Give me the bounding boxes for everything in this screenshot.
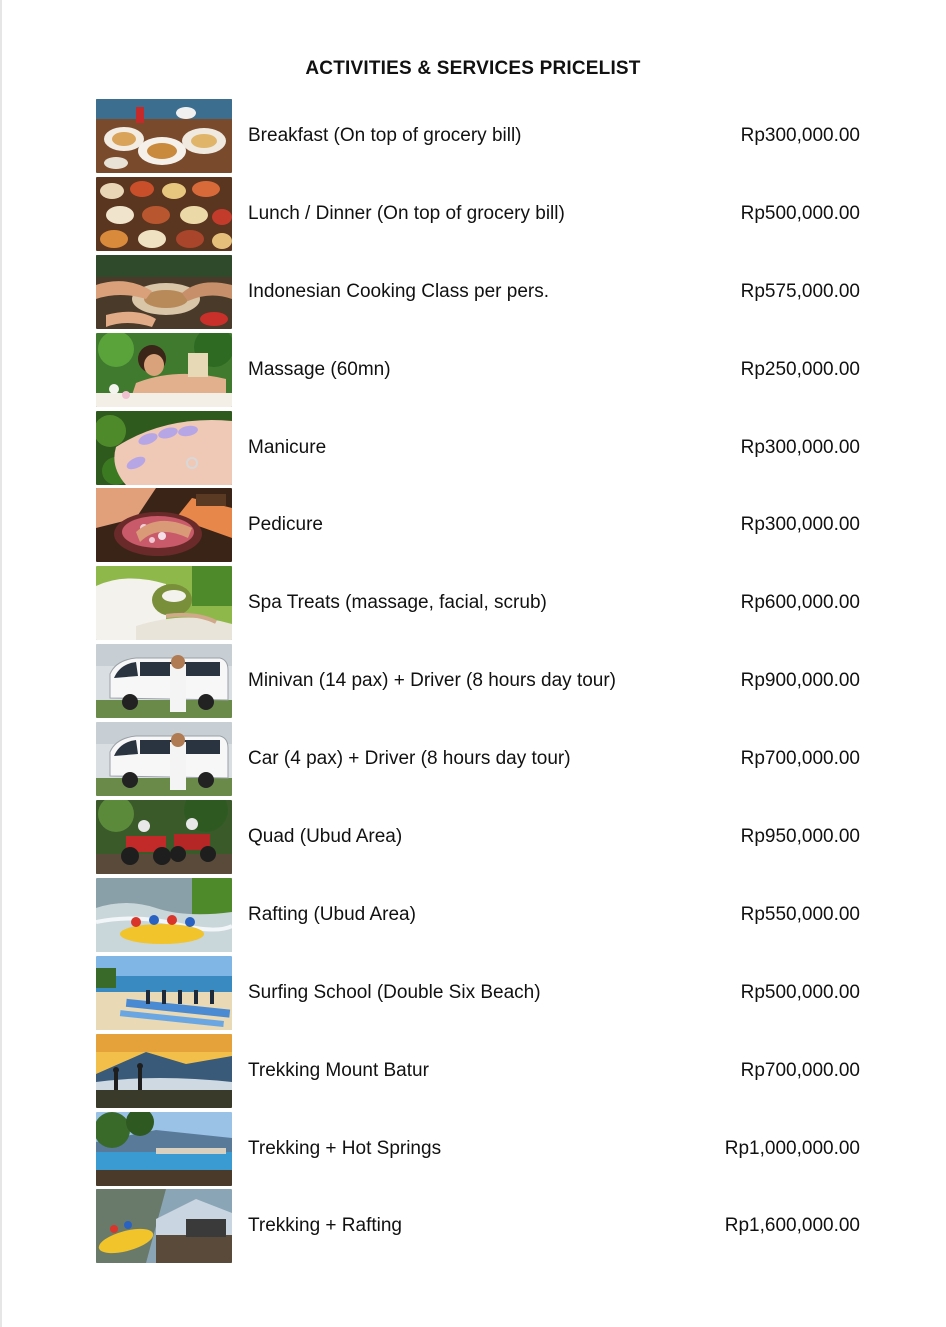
list-item [96,954,866,1032]
item-name: Quad (Ubud Area) [248,825,403,847]
list-item [96,1187,866,1265]
item-price: Rp575,000.00 [740,280,860,302]
list-item [96,331,866,409]
list-item [96,253,866,331]
cooking-class-photo [96,255,232,329]
item-name: Lunch / Dinner (On top of grocery bill) [248,202,565,224]
list-item [96,1110,866,1188]
item-name: Surfing School (Double Six Beach) [248,981,541,1003]
list-item [96,798,866,876]
list-item [96,564,866,642]
item-name: Breakfast (On top of grocery bill) [248,124,522,146]
item-name: Trekking + Rafting [248,1215,403,1237]
lunch-dinner-photo [96,177,232,251]
item-price: Rp250,000.00 [740,358,860,380]
item-name: Massage (60mn) [248,358,391,380]
quad-photo [96,800,232,874]
rafting-photo [96,878,232,952]
item-price: Rp300,000.00 [740,514,860,536]
minivan-photo [96,644,232,718]
item-price: Rp900,000.00 [740,670,860,692]
item-name: Manicure [248,436,327,458]
page-title: ACTIVITIES & SERVICES PRICELIST [305,58,641,79]
item-name: Trekking + Hot Springs [248,1137,442,1159]
item-price: Rp550,000.00 [740,903,860,925]
item-price: Rp1,600,000.00 [724,1215,860,1237]
item-name: Rafting (Ubud Area) [248,903,416,925]
car-photo [96,722,232,796]
item-name: Trekking Mount Batur [248,1059,429,1081]
item-price: Rp950,000.00 [740,825,860,847]
list-item [96,642,866,720]
list-item [96,486,866,564]
item-name: Pedicure [248,514,323,536]
item-name: Minivan (14 pax) + Driver (8 hours day tour) [248,670,617,692]
massage-photo [96,333,232,407]
page-edge [0,0,2,1327]
item-price: Rp700,000.00 [740,748,860,770]
breakfast-photo [96,99,232,173]
list-item [96,1032,866,1110]
surfing-photo [96,956,232,1030]
item-price: Rp500,000.00 [740,202,860,224]
item-price: Rp300,000.00 [740,436,860,458]
spa-photo [96,566,232,640]
item-name: Spa Treats (massage, facial, scrub) [248,592,547,614]
item-price: Rp1,000,000.00 [724,1137,860,1159]
list-item [96,720,866,798]
trekking-batur-photo [96,1034,232,1108]
hot-springs-photo [96,1112,232,1186]
list-item [96,175,866,253]
item-price: Rp500,000.00 [740,981,860,1003]
item-name: Car (4 pax) + Driver (8 hours day tour) [248,748,571,770]
list-item [96,876,866,954]
list-item [96,97,866,175]
item-price: Rp300,000.00 [740,124,860,146]
list-item [96,409,866,487]
pedicure-photo [96,488,232,562]
item-price: Rp700,000.00 [740,1059,860,1081]
item-price: Rp600,000.00 [740,592,860,614]
manicure-photo [96,411,232,485]
item-name: Indonesian Cooking Class per pers. [248,280,550,302]
pricelist [96,97,866,1265]
trekking-rafting-photo [96,1189,232,1263]
